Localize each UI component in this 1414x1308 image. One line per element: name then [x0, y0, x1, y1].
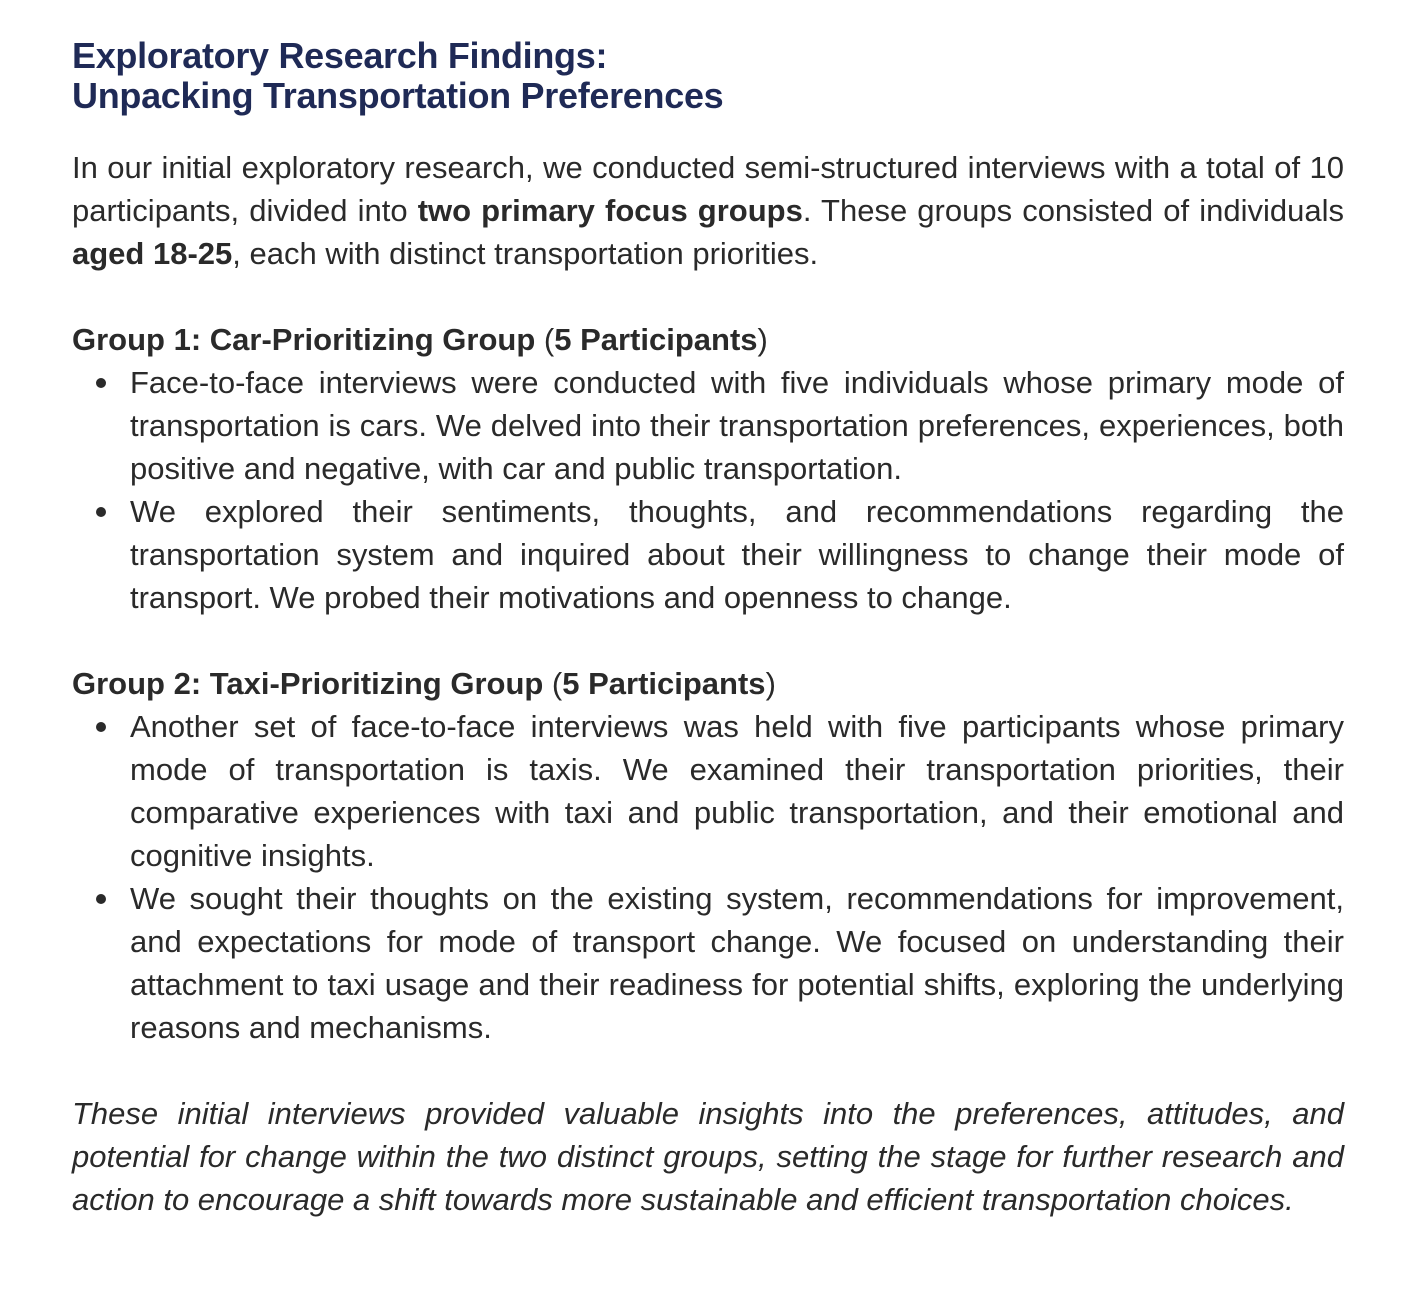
intro-text-2: . These groups consisted of individuals: [802, 193, 1344, 228]
intro-paragraph: [72, 146, 1344, 275]
group-1-title: Group 1: Car-Prioritizing Group: [72, 322, 536, 357]
document-page: [72, 36, 1344, 1221]
bullet-text: Another set of face-to-face interviews was held with five participants whose primary mode of transportation is taxis. We examined their transportation priorities, their comparative experiences with taxi and public transportation, and their emotional and cognitive insights.: [130, 709, 1344, 873]
page-title: [72, 36, 1344, 116]
list-item: [72, 490, 1344, 619]
intro-text-3: , each with distinct transportation priorities.: [232, 236, 819, 271]
group-1-heading: [72, 318, 1344, 361]
bullet-icon: [96, 507, 106, 517]
list-item: [72, 877, 1344, 1049]
title-line-2: Unpacking Transportation Preferences: [72, 75, 724, 116]
group-2-bullet-list: [72, 705, 1344, 1049]
intro-bold-age: aged 18-25: [72, 236, 233, 271]
group-1-count: 5 Participants: [554, 322, 758, 357]
bullet-icon: [96, 894, 106, 904]
bullet-icon: [96, 378, 106, 388]
group-1-bullet-list: [72, 361, 1344, 619]
closing-paragraph: These initial interviews provided valuable insights into the preferences, attitudes, and potential for change within the two distinct groups, setting the stage for further research and action to encourage a shift towards more sustainable and efficient transportation choices.: [72, 1096, 1344, 1217]
list-item: [72, 705, 1344, 877]
group-2-heading: [72, 662, 1344, 705]
group-1-paren-open: (: [535, 322, 555, 357]
group-2-count: 5 Participants: [562, 666, 766, 701]
bullet-icon: [96, 722, 106, 732]
list-item: [72, 361, 1344, 490]
group-2-title: Group 2: Taxi-Prioritizing Group: [72, 666, 544, 701]
group-2-section: [72, 662, 1344, 1049]
bullet-text: We explored their sentiments, thoughts, and recommendations regarding the transportation system and inquired about their willingness to change their mode of transport. We probed their motivations and openness to change.: [130, 494, 1344, 615]
intro-bold-focus-groups: two primary focus groups: [417, 193, 803, 228]
bullet-text: Face-to-face interviews were conducted with five individuals whose primary mode of transportation is cars. We delved into their transportation preferences, experiences, both positive and negative, with car and public transportation.: [130, 365, 1344, 486]
title-line-1: Exploratory Research Findings:: [72, 35, 608, 76]
group-1-section: [72, 318, 1344, 619]
group-2-paren-close: ): [765, 666, 776, 701]
bullet-text: We sought their thoughts on the existing system, recommendations for improvement, and expectations for mode of transport change. We focused on understanding their attachment to taxi usage and their readiness for potential shifts, exploring the underlying reasons and mechanisms.: [130, 881, 1344, 1045]
group-2-paren-open: (: [543, 666, 563, 701]
group-1-paren-close: ): [757, 322, 768, 357]
intro-text-1: In our initial exploratory research, we conducted semi-structured interviews with a total of 10 participants, divided into: [72, 150, 1344, 228]
